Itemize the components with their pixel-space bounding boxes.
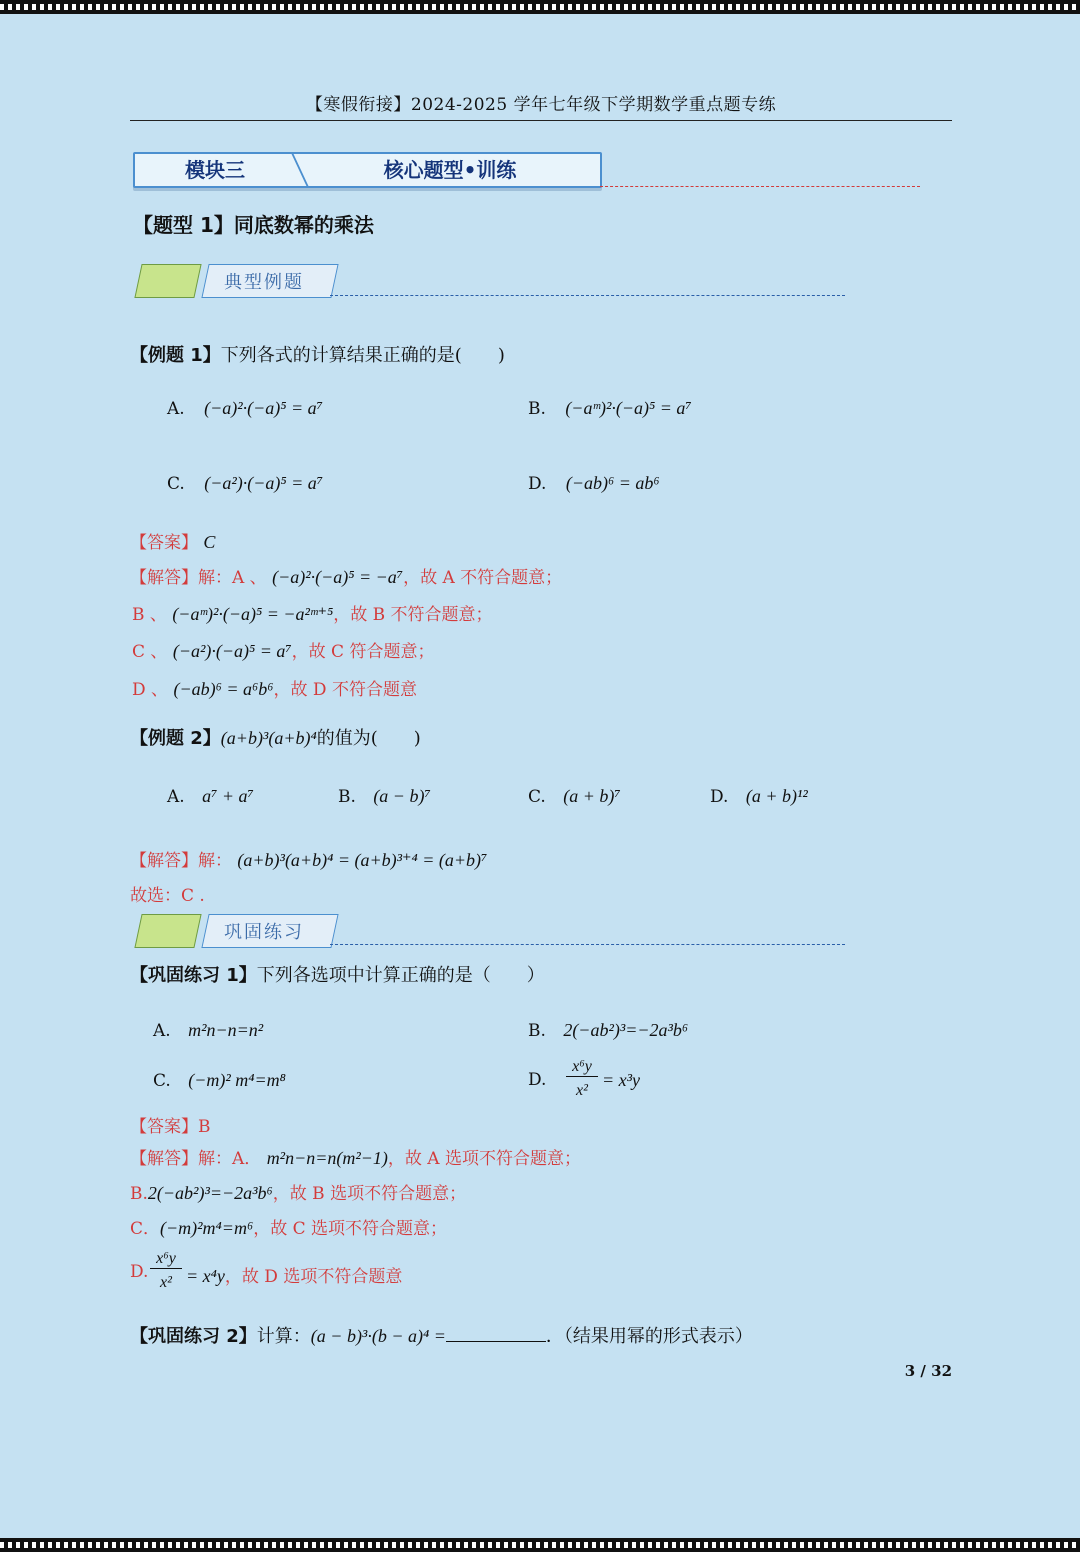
practice-tag-marker: [134, 914, 201, 948]
examples-dash-line: [330, 295, 845, 296]
example1-solution-line-4: [132, 675, 417, 700]
solution-rest: [186, 1262, 402, 1287]
solution-expr: (−ab)⁶ = a⁶b⁶: [173, 679, 274, 699]
example1-option-a: [167, 398, 323, 419]
solution-expr: (−m)²m⁴=m⁶: [160, 1218, 254, 1238]
example1-answer: [130, 528, 215, 553]
practice1-solution-line-1: [130, 1144, 581, 1169]
solution-label: 【解答】: [130, 851, 198, 871]
practice2-prefix: 计算：: [256, 1326, 311, 1347]
top-film-border: [0, 0, 1080, 14]
solution-expr: (a+b)³(a+b)⁴ = (a+b)³⁺⁴ = (a+b)⁷: [237, 850, 488, 870]
option-expr: (−m)² m⁴=m⁸: [188, 1070, 286, 1090]
option-expr: (−aᵐ)²·(−a)⁵ = a⁷: [565, 398, 692, 418]
practice1-text: 下列各选项中计算正确的是（ ）: [256, 965, 545, 986]
solution-prefix: C．: [130, 1219, 161, 1239]
practice1-label: 【巩固练习 1】: [130, 965, 257, 986]
example2-option-a: [167, 786, 254, 807]
example1-solution-line-3: [132, 637, 434, 662]
practice2-question: [130, 1322, 753, 1348]
fraction-numerator: x⁶y: [566, 1058, 598, 1077]
module-number: 模块三: [185, 158, 245, 182]
practice2-tail: ．（结果用幂的形式表示）: [545, 1326, 753, 1347]
solution-prefix: B.: [130, 1184, 148, 1204]
header-rule: [130, 120, 952, 121]
solution-prefix: B 、: [132, 605, 167, 625]
option-letter: A.: [153, 1021, 171, 1041]
example1-text: 下列各式的计算结果正确的是( ): [220, 345, 505, 366]
option-letter: B.: [528, 1021, 546, 1041]
solution-expr: = x⁴y: [186, 1266, 225, 1286]
answer-value: C: [203, 532, 216, 552]
option-expr: (−a)²·(−a)⁵ = a⁷: [204, 398, 323, 418]
solution-expr: (−a)²·(−a)⁵ = −a⁷: [272, 567, 404, 587]
option-letter: B.: [528, 399, 546, 419]
examples-tag-marker: [134, 264, 201, 298]
option-expr: a⁷ + a⁷: [202, 786, 254, 806]
solution-tail: ，故 D 不符合题意: [273, 680, 417, 700]
solution-tail: ，故 A 选项不符合题意；: [387, 1149, 581, 1169]
option-letter: C.: [153, 1071, 171, 1091]
solution-tail: ，故 D 选项不符合题意: [224, 1267, 403, 1287]
solution-expr: m²n−n=n(m²−1): [266, 1148, 388, 1168]
module-title: 核心题型•训练: [383, 158, 517, 182]
option-letter: A.: [167, 787, 185, 807]
example1-option-b: [528, 398, 692, 419]
practice1-question: [130, 961, 545, 987]
option-letter: C.: [167, 474, 185, 494]
example2-solution: [130, 846, 487, 871]
practice1-answer: [130, 1112, 211, 1137]
examples-tag-label: 典型例题: [224, 272, 304, 293]
module-banner: [133, 152, 602, 188]
practice2-expr: (a − b)³·(b − a)⁴ =: [310, 1326, 446, 1346]
option-letter: C.: [528, 787, 546, 807]
example2-question: [130, 724, 421, 750]
page-header-title: 【寒假衔接】2024-2025 学年七年级下学期数学重点题专练: [305, 95, 777, 115]
example2-expr: (a+b)³(a+b)⁴: [220, 728, 317, 748]
topic-heading: 【题型 1】同底数幂的乘法: [133, 213, 374, 237]
example2-option-d: [710, 786, 808, 807]
option-letter: D.: [528, 474, 547, 494]
option-expr: m²n−n=n²: [188, 1020, 264, 1040]
example2-label: 【例题 2】: [130, 728, 221, 749]
option-letter: A.: [167, 399, 185, 419]
solution-tail: ，故 C 符合题意；: [291, 642, 435, 662]
example2-choice: 故选：C .: [130, 886, 205, 906]
option-expr: (a − b)⁷: [373, 786, 431, 806]
example1-option-c: [167, 473, 323, 494]
option-expr: (−a²)·(−a)⁵ = a⁷: [204, 473, 324, 493]
example1-label: 【例题 1】: [130, 345, 221, 366]
answer-blank[interactable]: [446, 1325, 546, 1342]
option-expr: = x³y: [602, 1070, 641, 1090]
solution-expr: (−aᵐ)²·(−a)⁵ = −a²ᵐ⁺⁵: [172, 604, 334, 624]
solution-prefix: 解：A 、: [198, 568, 267, 588]
practice1-solution-line-4: [130, 1250, 530, 1300]
solution-expr: (−a²)·(−a)⁵ = a⁷: [172, 641, 292, 661]
option-expr: (−ab)⁶ = ab⁶: [565, 473, 660, 493]
solution-prefix: D.: [130, 1262, 149, 1282]
solution-tail: ，故 A 不符合题意；: [403, 568, 563, 588]
answer-value: B: [198, 1117, 211, 1137]
example2-text: 的值为( ): [316, 728, 421, 749]
fraction-numerator: x⁶y: [150, 1250, 182, 1269]
example1-question: [130, 341, 505, 367]
solution-tail: ，故 B 选项不符合题意；: [272, 1184, 467, 1204]
solution-label: 【解答】: [130, 568, 198, 588]
practice1-solution-line-3: [130, 1214, 447, 1239]
answer-label: 【答案】: [130, 1117, 198, 1137]
practice1-option-a: [153, 1020, 263, 1041]
fraction-denominator: x²: [576, 1082, 588, 1099]
practice-dash-line: [330, 944, 845, 945]
option-expr: (a + b)¹²: [745, 786, 808, 806]
answer-label: 【答案】: [130, 533, 198, 553]
solution-tail: ，故 B 不符合题意；: [333, 605, 493, 625]
solution-expr: 2(−ab²)³=−2a³b⁶: [147, 1183, 273, 1203]
example1-solution-line-2: [132, 600, 493, 625]
option-letter: B.: [338, 787, 356, 807]
solution-prefix: C 、: [132, 642, 168, 662]
solution-label: 【解答】: [130, 1149, 198, 1169]
practice1-option-c: [153, 1070, 286, 1091]
solution-prefix: D 、: [132, 680, 169, 700]
practice2-label: 【巩固练习 2】: [130, 1326, 257, 1347]
option-letter: D.: [710, 787, 729, 807]
page-number: 3 / 32: [904, 1362, 952, 1380]
option-expr: 2(−ab²)³=−2a³b⁶: [563, 1020, 689, 1040]
solution-prefix: 解：: [198, 851, 232, 871]
practice-tag-label: 巩固练习: [224, 922, 304, 943]
example2-option-b: [338, 786, 431, 807]
example1-solution-line-1: [130, 563, 562, 588]
option-letter: D.: [528, 1070, 547, 1090]
module-dash-line: [600, 186, 920, 187]
example2-option-c: [528, 786, 621, 807]
solution-tail: ，故 C 选项不符合题意；: [253, 1219, 448, 1239]
practice1-solution-line-2: [130, 1179, 466, 1204]
option-expr: (a + b)⁷: [563, 786, 621, 806]
example1-option-d: [528, 473, 660, 494]
practice1-option-b: [528, 1020, 688, 1041]
bottom-film-border: [0, 1538, 1080, 1552]
solution-prefix: 解：A．: [198, 1149, 262, 1169]
fraction-denominator: x²: [160, 1274, 172, 1291]
